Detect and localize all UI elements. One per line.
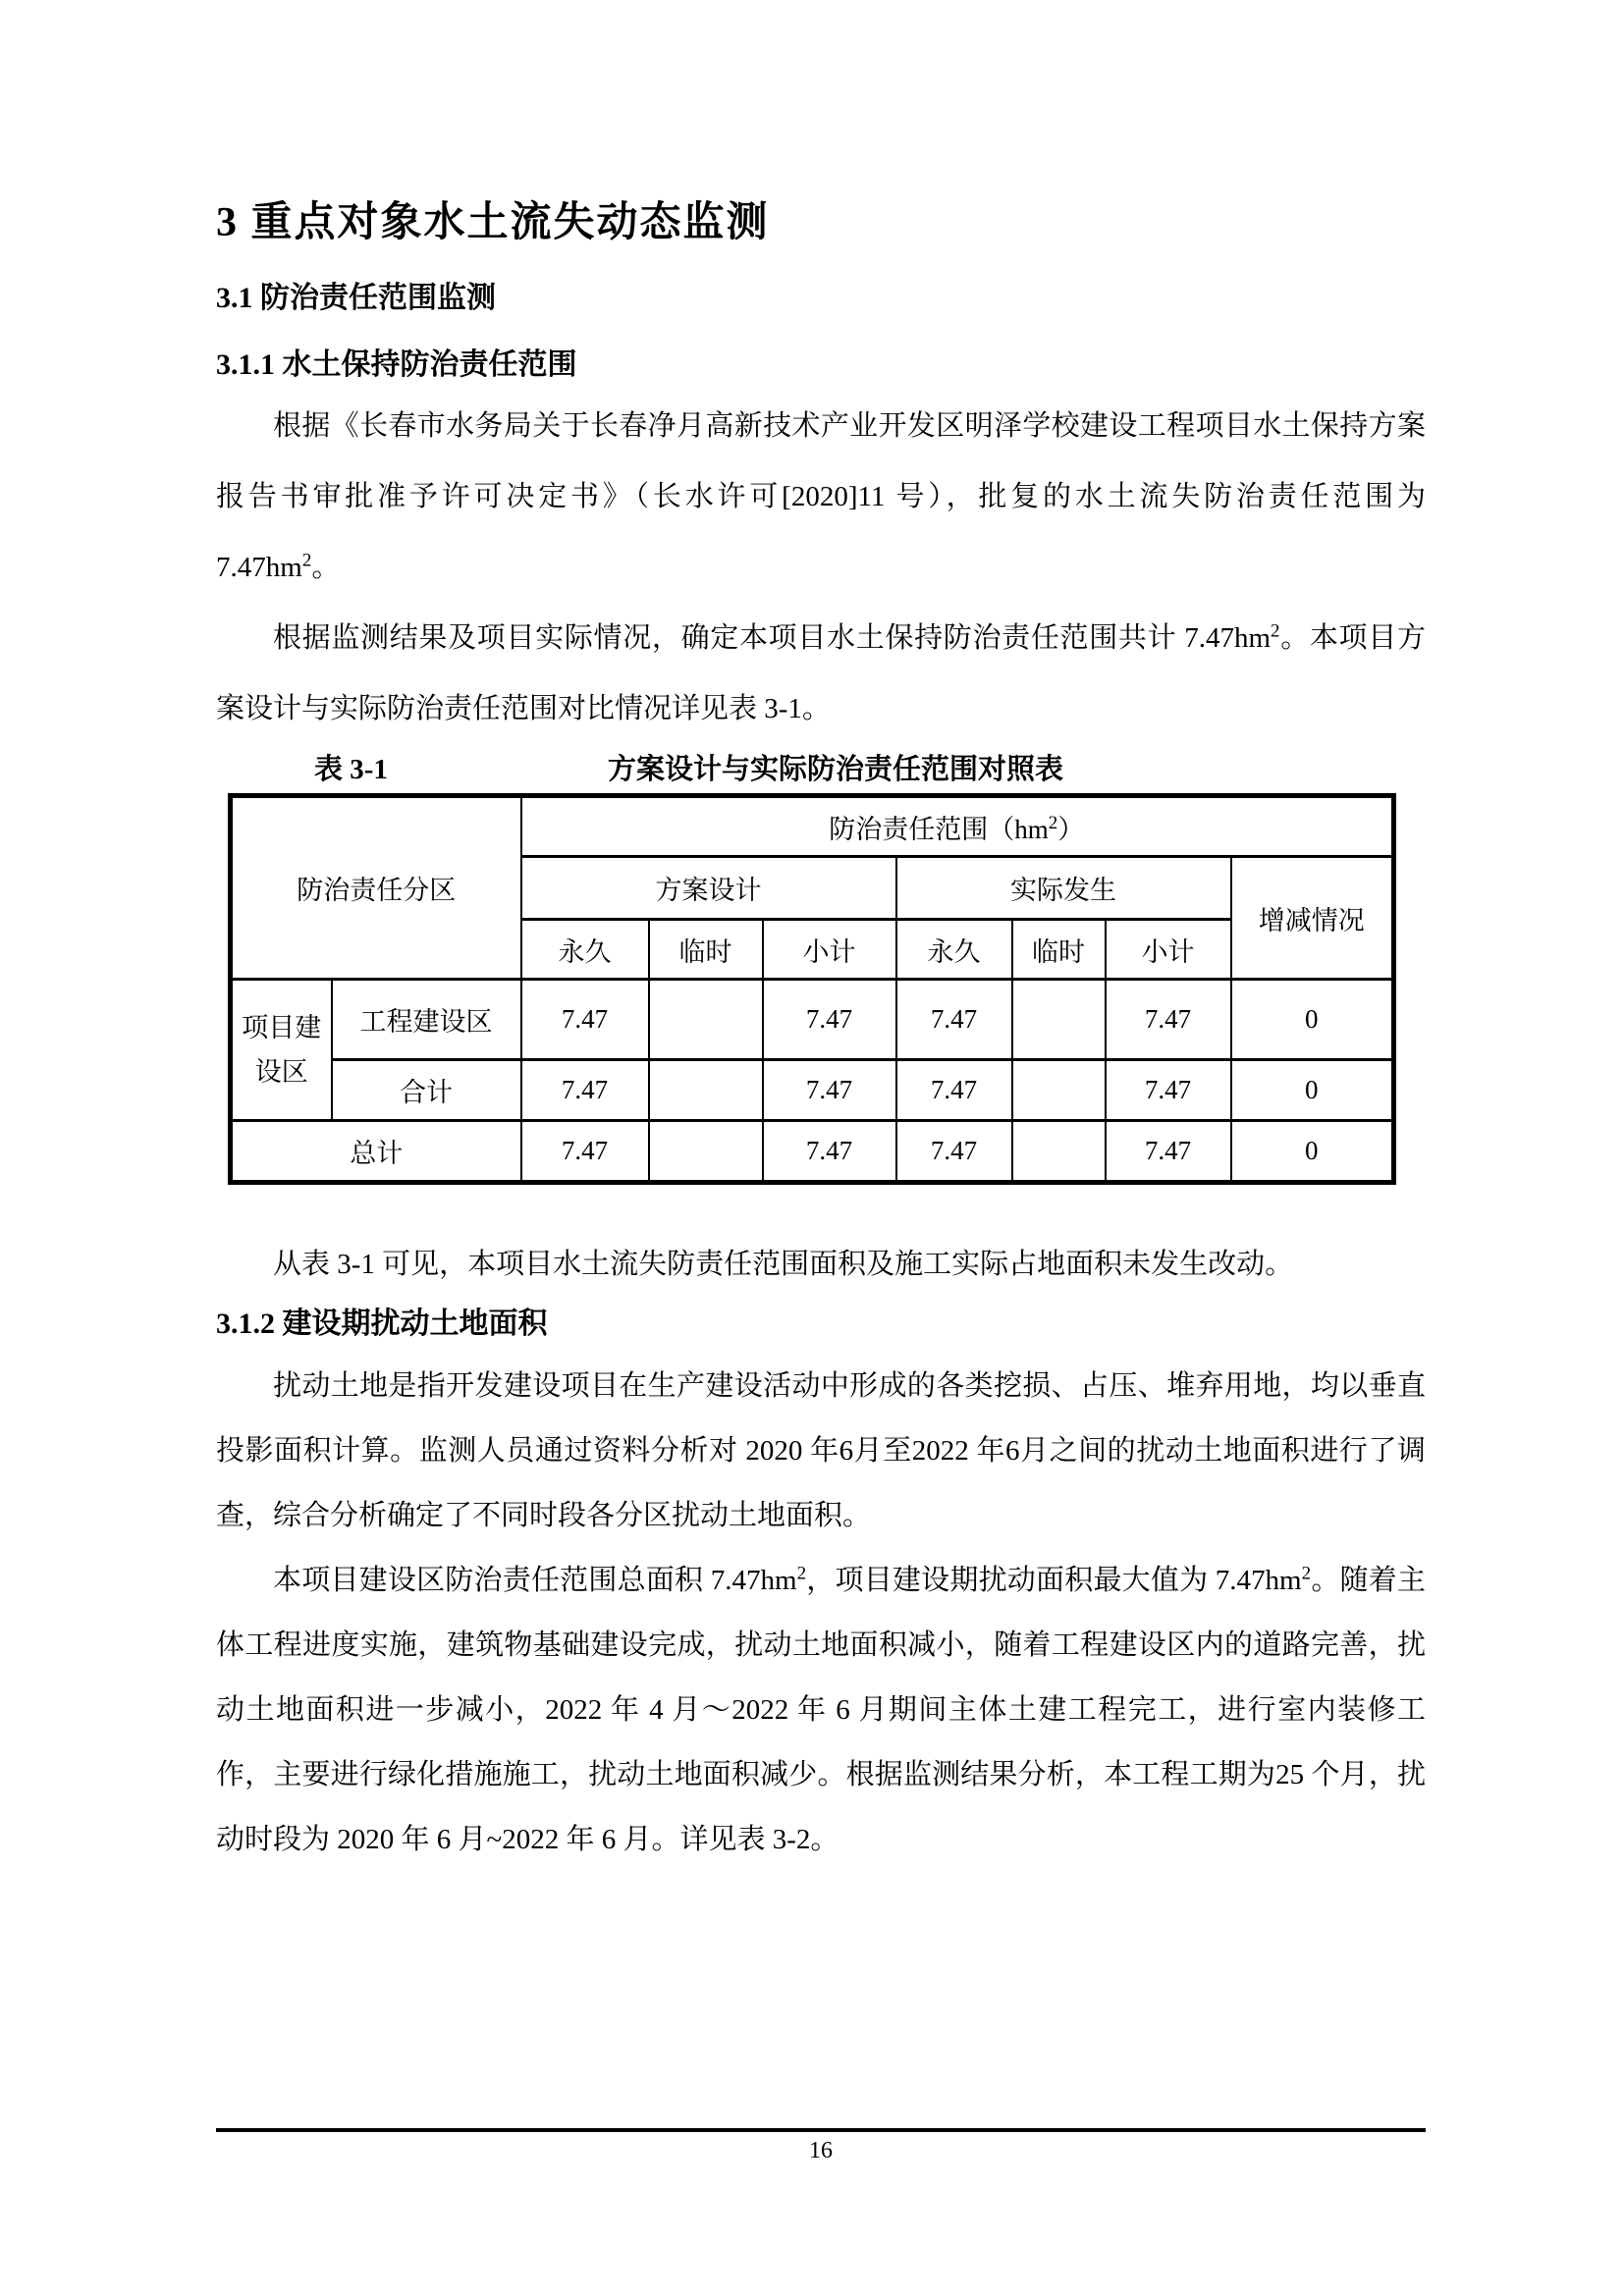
table-cell: 0 [1231,1121,1394,1183]
paragraph-monitoring-result [216,603,1426,744]
table-cell: 7.47 [896,1121,1012,1183]
table-cell: 7.47 [763,1121,896,1183]
table-cell: 7.47 [1106,980,1231,1060]
row-label-cell: 合计 [332,1060,521,1121]
table-cell [649,1121,763,1183]
table-caption-title: 方案设计与实际防治责任范围对照表 [607,754,1063,786]
header-cell-permanent: 永久 [521,920,649,980]
table-cell: 7.47 [1106,1121,1231,1183]
page-content [216,0,1426,1872]
table-cell: 7.47 [896,1060,1012,1121]
table-cell: 7.47 [763,1060,896,1121]
table-cell [649,980,763,1060]
table-cell: 0 [1231,1060,1394,1121]
table-cell [649,1060,763,1121]
row-label-cell: 工程建设区 [332,980,521,1060]
header-cell-change: 增减情况 [1231,857,1394,980]
table-caption-label: 表 3-1 [314,754,388,786]
table-cell: 7.47 [896,980,1012,1060]
section-heading-level1: 3 重点对象水土流失动态监测 [216,200,770,245]
header-cell-scope [521,796,1394,857]
superscript: 2 [1301,1563,1312,1584]
table-cell: 7.47 [521,1060,649,1121]
header-cell-zone: 防治责任分区 [231,796,521,980]
header-cell-actual: 实际发生 [896,857,1231,920]
header-text: ） [1057,814,1085,844]
table-row [231,1060,1394,1121]
paragraph-text: 本项目建设区防治责任范围总面积 7.47hm [273,1565,797,1597]
table-cell [1012,1060,1106,1121]
page-number: 16 [809,2138,833,2163]
paragraph-approval-basis [216,391,1426,603]
page-footer [216,2128,1426,2164]
paragraph-disturbed-land-definition: 扰动土地是指开发建设项目在生产建设活动中形成的各类挖损、占压、堆弃用地，均以垂直投影面积计算。监测人员通过资料分析对 2020 年6月至2022 年6月之间的扰动土地面积进行了调查，综合分析确定了不同时段各分区扰动土地面积。 [216,1370,1426,1532]
paragraph-text: 。随着主体工程进度实施，建筑物基础建设完成，扰动土地面积减小，随着工程建设区内的道路完善，扰动土地面积进一步减小，2022 年 4 月～2022 年 6 月期间主体土建工程完工，进行室内装修工作，主要进行绿化措施施工，扰动土地面积减少。根据监测结果分析，本工程工期为25 个月，扰动时段为 2020 年 6 月~2022 年 6 月。详见表 3-2。 [216,1565,1426,1856]
header-cell-permanent: 永久 [896,920,1012,980]
header-cell-subtotal: 小计 [763,920,896,980]
paragraph-disturbed-area-analysis [216,1548,1426,1872]
table-cell: 7.47 [521,1121,649,1183]
header-cell-subtotal: 小计 [1106,920,1231,980]
paragraph-text: 。 [311,552,341,584]
superscript: 2 [1048,812,1058,833]
paragraph-text: 。本项目方案设计与实际防治责任范围对比情况详见表 3-1。 [216,622,1426,725]
row-group-cell: 项目建设区 [231,980,332,1121]
header-cell-temporary: 临时 [1012,920,1106,980]
table-header-row [231,796,1394,857]
superscript: 2 [301,550,312,571]
paragraph-text: 根据《长春市水务局关于长春净月高新技术产业开发区明泽学校建设工程项目水土保持方案报告书审批准予许可决定书》（长水许可[2020]11 号），批复的水土流失防治责任范围为 7.47hm [216,410,1426,584]
table-cell [1012,980,1106,1060]
paragraph-text: 根据监测结果及项目实际情况，确定本项目水土保持防治责任范围共计 7.47hm [273,622,1272,655]
superscript: 2 [1271,620,1280,642]
table-cell: 7.47 [1106,1060,1231,1121]
superscript: 2 [796,1563,807,1584]
section-heading-3-1: 3.1 防治责任范围监测 [216,282,496,315]
table-cell: 0 [1231,980,1394,1060]
section-heading-3-1-1: 3.1.1 水土保持防治责任范围 [216,348,577,382]
table-row [231,1121,1394,1183]
table-row [231,980,1394,1060]
table-cell: 7.47 [521,980,649,1060]
table-cell [1012,1121,1106,1183]
row-label-cell: 总计 [231,1121,521,1183]
section-heading-3-1-2: 3.1.2 建设期扰动土地面积 [216,1308,548,1341]
header-cell-temporary: 临时 [649,920,763,980]
table-caption [216,750,1426,789]
header-text: 防治责任范围（hm [829,814,1049,844]
paragraph-text: ，项目建设期扰动面积最大值为 7.47hm [806,1565,1302,1597]
responsibility-scope-table [228,793,1396,1185]
paragraph-table-conclusion: 从表 3-1 可见，本项目水土流失防责任范围面积及施工实际占地面积未发生改动。 [273,1249,1294,1281]
header-cell-design: 方案设计 [521,857,896,920]
table-cell: 7.47 [763,980,896,1060]
